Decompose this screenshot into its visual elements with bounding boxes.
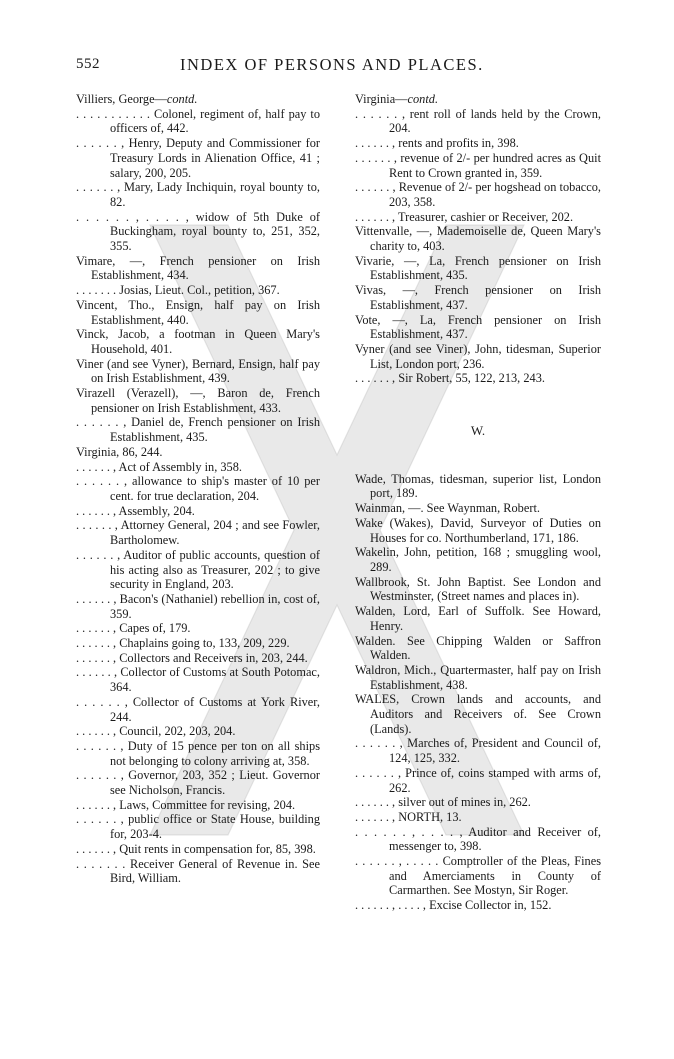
index-entry — [355, 313, 601, 342]
entry-text: Wallbrook, St. John Baptist. See London and Westminster, (Street names and places in). — [355, 574, 601, 604]
index-subentry — [76, 651, 320, 666]
index-subentry — [355, 810, 601, 825]
leader-dots: . . . . . . , — [76, 650, 120, 665]
entry-text: Prince of, coins stamped with arms of, 262. — [389, 765, 602, 795]
entry-text: Villiers, George— — [76, 92, 167, 106]
leader-dots: . . . . . . , — [355, 136, 399, 151]
entry-text: Marches of, President and Council of, 124, 125, 332. — [389, 736, 602, 766]
index-entry — [355, 342, 601, 371]
index-subentry — [355, 854, 601, 898]
index-entry — [76, 327, 320, 356]
entry-text: Vote, —, La, French pensioner on Irish Establishment, 437. — [355, 312, 601, 342]
index-subentry — [76, 283, 320, 298]
entry-text: Governor, 203, 352 ; Lieut. Governor see Nicholson, Francis. — [110, 768, 321, 798]
entry-text: allowance to ship's master of 10 per cent. for true declaration, 204. — [110, 474, 321, 503]
index-subentry — [76, 621, 320, 636]
index-subentry — [355, 736, 601, 765]
index-subentry — [76, 210, 320, 254]
index-entry — [355, 472, 601, 501]
leader-dots: . . . . . . , — [76, 768, 129, 783]
leader-dots: . . . . . . , — [355, 765, 406, 780]
entry-text: Daniel de, French pensioner on Irish Establishment, 435. — [110, 415, 320, 445]
entry-text: Wake (Wakes), David, Surveyor of Duties on Houses for co. Northumberland, 171, 186. — [355, 515, 601, 545]
index-entry — [76, 298, 320, 327]
entry-text: Wade, Thomas, tidesman, superior list, London port, 189. — [355, 471, 601, 501]
index-entry — [355, 224, 601, 253]
index-subentry — [76, 548, 320, 592]
index-entry — [355, 516, 601, 545]
leader-dots: . . . . . . , — [355, 209, 398, 224]
entry-text: Vittenvalle, —, Mademoiselle de, Queen Mary's charity to, 403. — [355, 224, 601, 254]
entry-text: Henry, Deputy and Commissioner for Treasury Lords in Alienation Office, 41 ; salary, 200, 205. — [110, 136, 320, 180]
index-subentry — [76, 107, 320, 136]
entry-text: Wainman, —. See Waynman, Robert. — [355, 501, 540, 516]
entry-text: Bacon's (Nathaniel) rebellion in, cost of, 359. — [110, 591, 321, 621]
leader-dots: . . . . . . , — [76, 136, 129, 151]
entry-text: Colonel, regiment of, half pay to officers of, 442. — [110, 106, 321, 136]
leader-dots: . . . . . . , — [76, 591, 120, 606]
leader-dots: . . . . . . , — [76, 812, 129, 827]
entry-text: Chaplains going to, 133, 209, 229. — [119, 636, 290, 651]
entry-text: Revenue of 2/- per hogshead on tobacco, 203, 358. — [389, 180, 602, 209]
entry-text: public office or State House, building for, 203-4. — [110, 812, 321, 842]
entry-text: Waldron, Mich., Quartermaster, half pay on Irish Establishment, 438. — [355, 662, 601, 692]
entry-text: Attorney General, 204 ; and see Fowler, Bartholomew. — [110, 518, 320, 548]
entry-text: Vincent, Tho., Ensign, half pay on Irish Establishment, 440. — [76, 297, 320, 327]
entry-text: Virginia— — [355, 92, 408, 106]
leader-dots: . . . . . . , — [76, 415, 132, 430]
index-column-right — [355, 92, 601, 913]
leader-dots: . . . . . . . . . . . — [76, 106, 154, 121]
entry-text: widow of 5th Duke of Buckingham, royal bounty to, 251, 352, 355. — [110, 209, 320, 254]
index-subentry — [76, 504, 320, 519]
index-entry — [355, 501, 601, 516]
index-subentry — [76, 798, 320, 813]
index-entry — [76, 254, 320, 283]
leader-dots: . . . . . . , . . . . , — [355, 898, 430, 913]
entry-text: Josias, Lieut. Col., petition, 367. — [119, 283, 280, 298]
index-entry — [76, 445, 320, 460]
index-subentry — [355, 371, 601, 386]
entry-text: rents and profits in, 398. — [398, 136, 519, 151]
entry-text: rent roll of lands held by the Crown, 204. — [389, 106, 601, 136]
running-head: INDEX OF PERSONS AND PLACES. — [180, 55, 484, 74]
leader-dots: . . . . . . . — [76, 856, 130, 871]
leader-dots: . . . . . . , — [76, 841, 120, 856]
entry-text: Viner (and see Vyner), Bernard, Ensign, half pay on Irish Establishment, 439. — [76, 356, 320, 386]
entry-text: Virginia, 86, 244. — [76, 444, 163, 459]
entry-text: Treasurer, cashier or Receiver, 202. — [397, 209, 574, 224]
entry-text: Vinck, Jacob, a footman in Queen Mary's Household, 401. — [76, 327, 320, 356]
leader-dots: . . . . . . , — [76, 724, 120, 739]
continued-marker: contd. — [407, 92, 439, 106]
leader-dots: . . . . . . , . . . . , — [76, 209, 196, 224]
index-subentry — [355, 151, 601, 180]
index-heading — [76, 92, 320, 107]
entry-text: Wakelin, John, petition, 168 ; smuggling wool, 289. — [355, 545, 601, 574]
leader-dots: . . . . . . , — [76, 665, 121, 680]
index-subentry — [355, 898, 601, 913]
index-subentry — [76, 857, 320, 886]
index-subentry — [76, 518, 320, 547]
leader-dots: . . . . . . , — [76, 738, 128, 753]
entry-text: Capes of, 179. — [119, 621, 191, 636]
index-subentry — [76, 695, 320, 724]
index-entry — [76, 386, 320, 415]
entry-text: silver out of mines in, 262. — [398, 795, 531, 810]
index-entry — [76, 357, 320, 386]
entry-text: Mary, Lady Inchiquin, royal bounty to, 82. — [110, 180, 320, 209]
index-entry — [355, 692, 601, 736]
entry-text: Act of Assembly in, 358. — [118, 459, 242, 474]
entry-text: Vimare, —, French pensioner on Irish Establishment, 434. — [76, 253, 320, 283]
index-entry — [355, 575, 601, 604]
index-subentry — [76, 415, 320, 444]
leader-dots: . . . . . . , — [76, 636, 120, 651]
entry-text: Excise Collector in, 152. — [429, 898, 552, 913]
leader-dots: . . . . . . , — [355, 809, 399, 824]
entry-text: Auditor and Receiver of, messenger to, 398. — [389, 824, 601, 854]
leader-dots: . . . . . . , — [76, 474, 132, 489]
entry-text: Vivas, —, French pensioner on Irish Establishment, 437. — [355, 283, 601, 312]
index-subentry — [355, 766, 601, 795]
entry-text: Collector of Customs at South Potomac, 364. — [110, 665, 320, 695]
entry-text: WALES, Crown lands and accounts, and Auditors and Receivers of. See Crown (Lands). — [355, 692, 601, 736]
index-subentry — [355, 210, 601, 225]
leader-dots: . . . . . . , . . . . , — [355, 824, 469, 839]
entry-text: Receiver General of Revenue in. See Bird, William. — [110, 856, 320, 886]
entry-text: revenue of 2/- per hundred acres as Quit Rent to Crown granted in, 359. — [389, 150, 601, 180]
entry-text: Vivarie, —, La, French pensioner on Irish Establishment, 435. — [355, 253, 601, 283]
index-subentry — [76, 136, 320, 180]
continued-marker: contd. — [166, 92, 198, 106]
entry-text: Walden. See Chipping Walden or Saffron Walden. — [355, 633, 601, 663]
index-entry — [355, 663, 601, 692]
index-subentry — [355, 107, 601, 136]
leader-dots: . . . . . . , — [76, 621, 120, 636]
leader-dots: . . . . . . , — [355, 736, 408, 751]
entry-text: Virazell (Verazell), —, Baron de, French pensioner on Irish Establishment, 433. — [76, 386, 320, 415]
index-subentry — [355, 795, 601, 810]
page-number: 552 — [76, 56, 100, 72]
leader-dots: . . . . . . , — [355, 180, 399, 195]
entry-text: Comptroller of the Pleas, Fines and Amerciaments in County of Carmarthen. See Mostyn, Sir Roger. — [389, 854, 601, 898]
leader-dots: . . . . . . , — [355, 150, 401, 165]
index-entry — [355, 545, 601, 574]
leader-dots: . . . . . . , — [76, 547, 124, 562]
index-subentry — [76, 460, 320, 475]
entry-text: Sir Robert, 55, 122, 213, 243. — [398, 371, 545, 386]
index-subentry — [76, 180, 320, 209]
leader-dots: . . . . . . , — [355, 371, 399, 386]
leader-dots: . . . . . . . — [76, 283, 120, 298]
index-subentry — [76, 842, 320, 857]
leader-dots: . . . . . . , — [76, 694, 133, 709]
leader-dots: . . . . . . , . . . . . — [355, 854, 443, 869]
index-subentry — [76, 812, 320, 841]
index-subentry — [76, 724, 320, 739]
page-header — [76, 56, 616, 80]
leader-dots: . . . . . . , — [355, 795, 399, 810]
index-entry — [355, 283, 601, 312]
entry-text: Walden, Lord, Earl of Suffolk. See Howard, Henry. — [355, 604, 601, 633]
index-subentry — [76, 739, 320, 768]
entry-text: Assembly, 204. — [118, 503, 195, 518]
index-subentry — [76, 665, 320, 694]
entry-text: Duty of 15 pence per ton on all ships not belonging to colony arriving at, 358. — [110, 738, 320, 768]
index-subentry — [76, 636, 320, 651]
entry-text: Vyner (and see Viner), John, tidesman, Superior List, London port, 236. — [355, 341, 601, 371]
leader-dots: . . . . . . , — [76, 503, 119, 518]
section-letter: W. — [470, 423, 486, 439]
entry-text: Council, 202, 203, 204. — [119, 724, 236, 739]
entry-text: Auditor of public accounts, question of his acting also as Treasurer, 202 ; to give security in England, 203. — [110, 547, 320, 592]
index-subentry — [76, 474, 320, 503]
index-entry — [355, 604, 601, 633]
leader-dots: . . . . . . , — [355, 106, 410, 121]
index-entry — [355, 254, 601, 283]
index-subentry — [76, 592, 320, 621]
index-column-left — [76, 92, 320, 886]
entry-text: Collector of Customs at York River, 244. — [110, 694, 320, 724]
entry-text: Collectors and Receivers in, 203, 244. — [119, 650, 308, 665]
leader-dots: . . . . . . , — [76, 797, 120, 812]
leader-dots: . . . . . . , — [76, 180, 125, 195]
entry-text: Quit rents in compensation for, 85, 398. — [119, 841, 316, 856]
index-subentry — [355, 136, 601, 151]
leader-dots: . . . . . . , — [76, 459, 119, 474]
entry-text: Laws, Committee for revising, 204. — [119, 797, 296, 812]
entry-text: NORTH, 13. — [398, 809, 462, 824]
leader-dots: . . . . . . , — [76, 518, 121, 533]
index-subentry — [355, 825, 601, 854]
index-heading — [355, 92, 601, 107]
index-subentry — [76, 768, 320, 797]
index-entry — [355, 634, 601, 663]
index-subentry — [355, 180, 601, 209]
